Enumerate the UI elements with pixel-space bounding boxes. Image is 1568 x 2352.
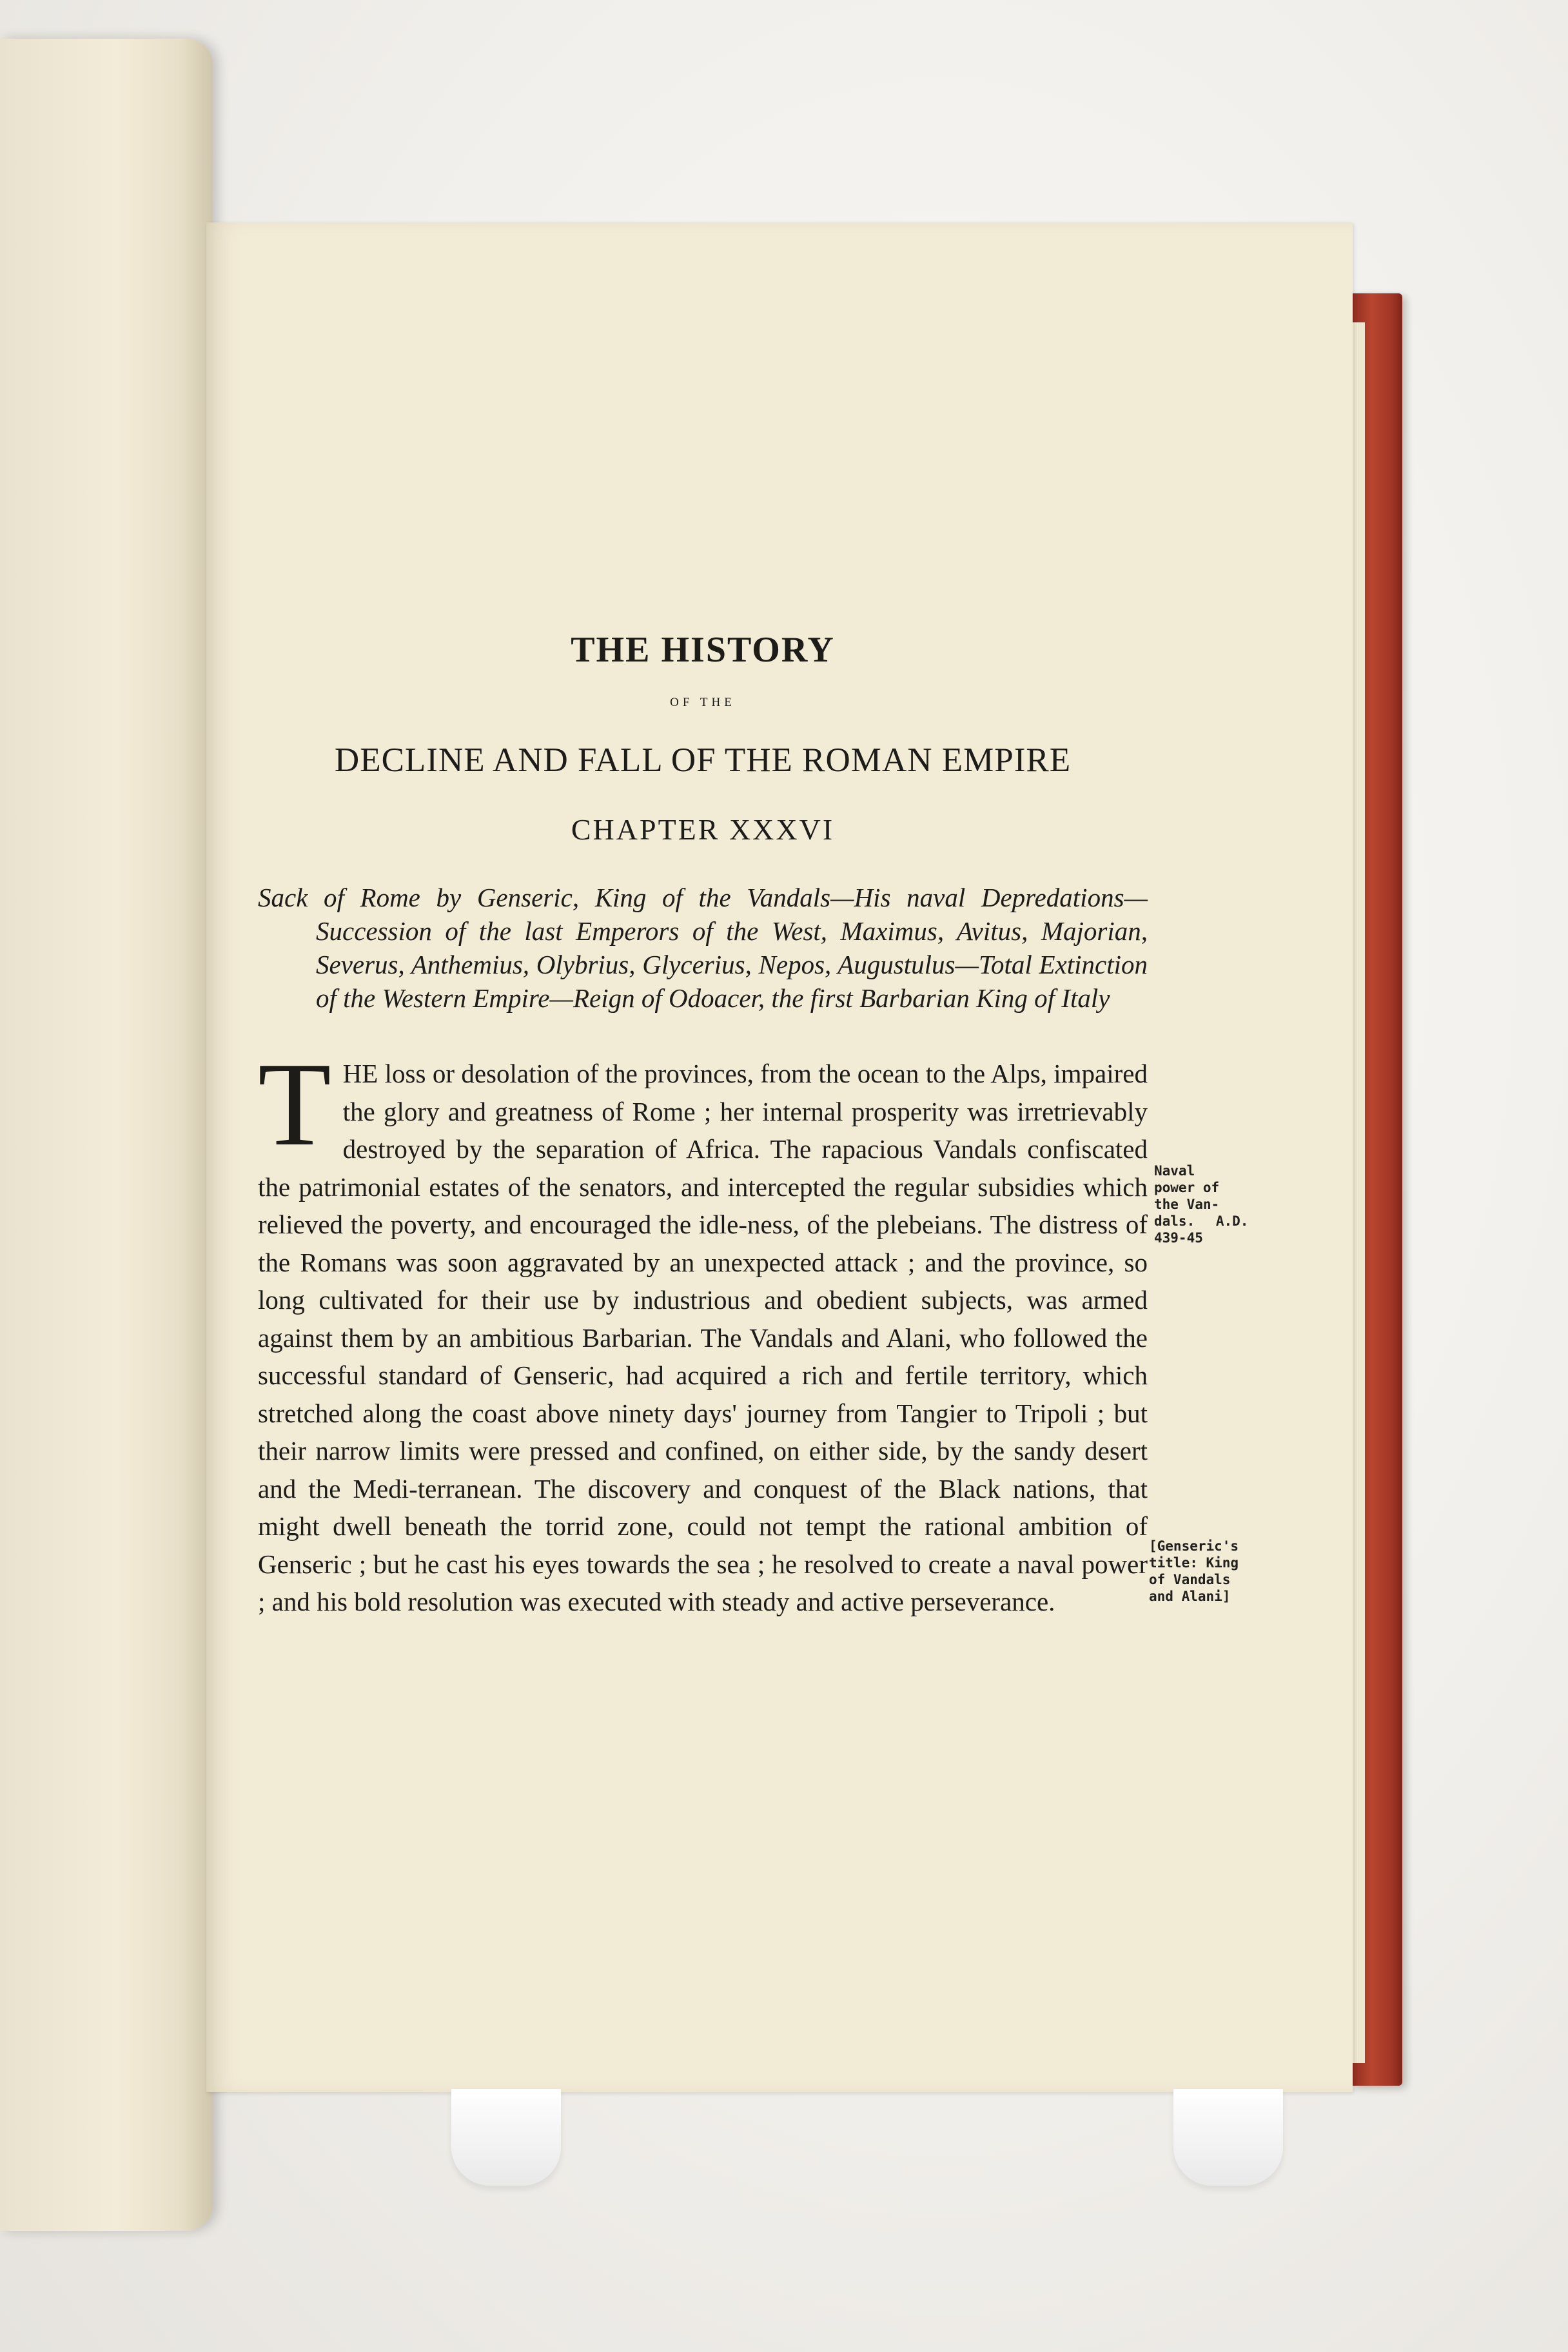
body-text: HE loss or desolation of the provinces, from the ocean to the Alps, impaired the glory and greatness of Rome ; her internal prosperity was irretrievably destroyed by the separation of Africa. The rapacious Vandals confiscated the patrimonial estates of the senators, and intercepted the regular subsidies which relieved the poverty, and encouraged the idle-ness, of the plebeians. The distress of the Romans was soon aggravated by an unexpected attack ; and the province, so long cultivated for their use by industrious and obedient subjects, was armed against them by an ambitious Barbarian. The Vandals and Alani, who followed the successful standard of Genseric, had acquired a rich and fertile territory, which stretched along the coast above ninety days' journey from Tangier to Tripoli ; but their narrow limits were pressed and confined, on either side, by the sandy desert and the Medi-terranean. The discovery and conquest of the Black nations, that might dwell beneath the torrid zone, could not tempt the rational ambition of Genseric ; but he cast his eyes towards the sea ; he resolved to create a naval power ; and his bold resolution was executed with steady and active perseverance. xyxy=(258,1059,1148,1616)
sidenote-naval-power-ad: A.D. xyxy=(1215,1213,1249,1229)
book-stand xyxy=(451,2089,1289,2186)
left-page xyxy=(0,39,213,2231)
show-through-text xyxy=(1109,583,1496,609)
body-paragraph xyxy=(258,1038,1148,1621)
chapter-heading: CHAPTER XXXVI xyxy=(571,813,835,846)
sidenote-naval-power xyxy=(1154,1162,1265,1246)
drop-cap: T xyxy=(258,1038,331,1171)
book-title: THE HISTORY xyxy=(571,630,835,670)
page-content xyxy=(258,632,1148,1621)
sidenote-naval-power-text: Naval power of the Van- dals. xyxy=(1154,1163,1220,1229)
sidenote-genseric-title-text: [Genseric's title: King of Vandals and Alani] xyxy=(1149,1538,1239,1604)
book-stand-left-leg xyxy=(451,2089,561,2186)
sidenote-genseric-title xyxy=(1149,1538,1260,1605)
book-stand-right-leg xyxy=(1173,2089,1283,2186)
book-subtitle: DECLINE AND FALL OF THE ROMAN EMPIRE xyxy=(334,741,1072,779)
sidenote-naval-power-year: 439-45 xyxy=(1154,1230,1203,1246)
book-title-of-the: OF THE xyxy=(670,696,736,709)
chapter-summary: Sack of Rome by Genseric, King of the Vandals—His naval Depredations—Succession of the last Emperors of the West, Maximus, Avitus, Majorian, Severus, Anthemius, Olybrius, Glycerius, Nepos, Augustulus—Total Extinction of the Western Empire—Reign of Odoacer, the first Barbarian King of Italy xyxy=(258,883,1148,1013)
